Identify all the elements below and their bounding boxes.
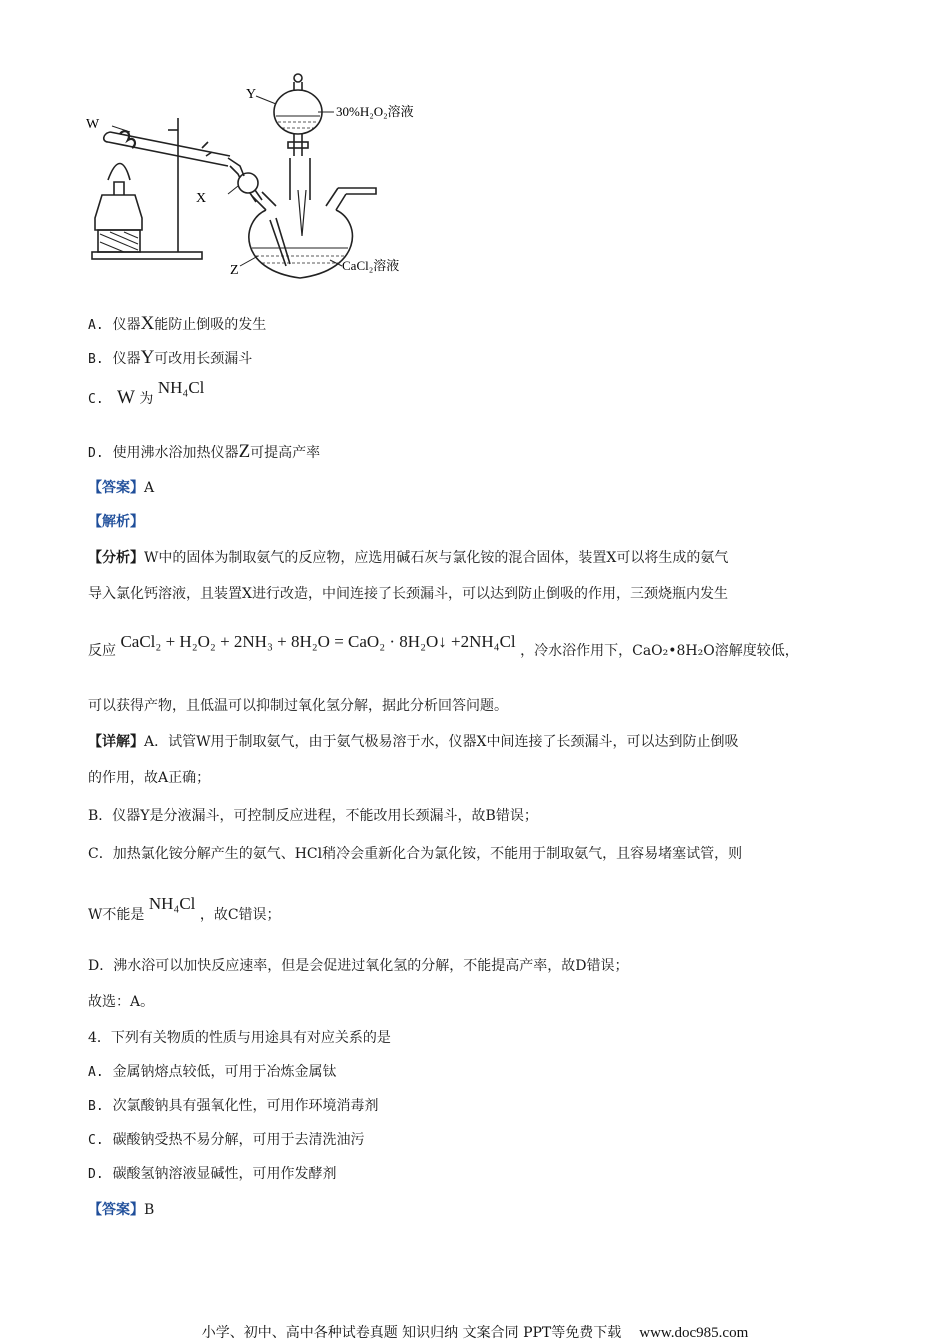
separatory-funnel-y xyxy=(274,90,322,134)
footer-url[interactable]: www.doc985.com xyxy=(639,1325,749,1341)
q4-option-b: B. 次氯酸钠具有强氧化性，可用作环境消毒剂 xyxy=(88,1098,379,1114)
apparatus-figure xyxy=(80,70,440,290)
q4-stem: 4．下列有关物质的性质与用途具有对应关系的是 xyxy=(88,1030,391,1046)
label-w: W xyxy=(86,117,100,132)
label-z: Z xyxy=(230,263,239,278)
label-cacl2: CaCl₂溶液 xyxy=(342,258,400,273)
page-footer: 小学、初中、高中各种试卷真题 知识归纳 文案合同 PPT等免费下载 www.doc985.com xyxy=(201,1325,749,1341)
q3-detail-a1: 【详解】A．试管W用于制取氨气，由于氨气极易溶于水，仪器X中间连接了长颈漏斗，可以达到防止倒吸 xyxy=(88,734,739,750)
q3-conclusion: 故选：A。 xyxy=(88,994,155,1010)
q3-detail-a2: 的作用，故A正确； xyxy=(88,770,211,786)
q3-fenxi-3: 反应 CaCl₂ + H₂O₂ + 2NH₃ + 8H₂O = CaO₂ · 8H₂O↓ +2NH₄Cl ，冷水浴作用下，CaO₂•8H₂O溶解度较低， xyxy=(88,632,799,659)
q4-option-c: C. 碳酸钠受热不易分解，可用于去清洗油污 xyxy=(88,1132,365,1148)
label-x: X xyxy=(196,191,207,206)
q3-analysis-tag: 【解析】 xyxy=(88,514,144,530)
q3-fenxi-1: 【分析】W中的固体为制取氨气的反应物，应选用碱石灰与氯化铵的混合固体，装置X可以将生成的氨气 xyxy=(88,550,729,566)
q3-fenxi-4: 可以获得产物，且低温可以抑制过氧化氢分解，据此分析回答问题。 xyxy=(88,698,508,714)
q3-answer: 【答案】A xyxy=(88,480,155,496)
q4-option-a: A. 金属钠熔点较低，可用于冶炼金属钛 xyxy=(88,1064,337,1080)
label-y: Y xyxy=(246,87,257,102)
label-h2o2: 30%H₂O₂溶液 xyxy=(336,104,414,119)
q3-detail-c2: W不能是 NH₄Cl ，故C错误； xyxy=(88,894,281,923)
q4-option-d: D. 碳酸氢钠溶液显碱性，可用作发酵剂 xyxy=(88,1166,337,1182)
q4-answer: 【答案】B xyxy=(88,1202,155,1218)
reaction-equation: CaCl₂ + H₂O₂ + 2NH₃ + 8H₂O = CaO₂ · 8H₂O↓ +2NH₄Cl xyxy=(120,632,516,651)
q3-option-c: C. W 为 NH₄Cl xyxy=(88,378,205,408)
q3-option-a: A. 仪器X能防止倒吸的发生 xyxy=(88,313,267,334)
q3-fenxi-2: 导入氯化钙溶液，且装置X进行改造，中间连接了长颈漏斗，可以达到防止倒吸的作用，三颈烧瓶内发生 xyxy=(88,586,728,602)
q3-option-d: D. 使用沸水浴加热仪器Z可提高产率 xyxy=(88,441,321,462)
q3-option-b: B. 仪器Y可改用长颈漏斗 xyxy=(88,347,253,368)
q3-detail-c1: C．加热氯化铵分解产生的氨气、HCl稍冷会重新化合为氯化铵，不能用于制取氨气，且容易堵塞试管，则 xyxy=(88,846,743,862)
alcohol-lamp xyxy=(95,195,142,230)
test-tube-w xyxy=(108,132,230,166)
q3-detail-d: D．沸水浴可以加快反应速率，但是会促进过氧化氢的分解，不能提高产率，故D错误； xyxy=(88,958,629,974)
q3-detail-b: B．仪器Y是分液漏斗，可控制反应进程，不能改用长颈漏斗，故B错误； xyxy=(88,808,538,824)
